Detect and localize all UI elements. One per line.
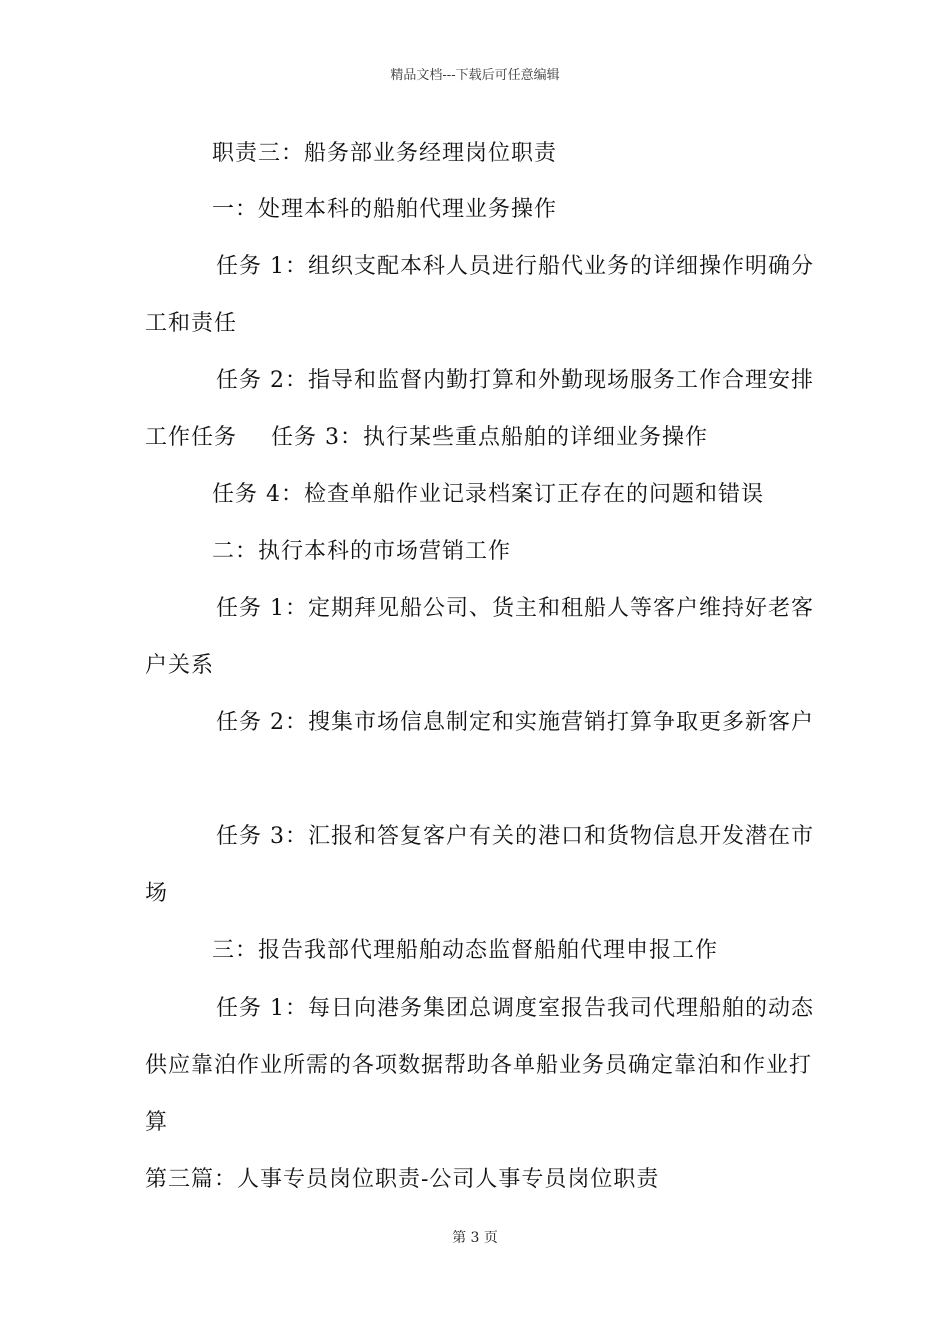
page-number: 第 3 页 [452, 1230, 498, 1246]
paragraph-line-part: 工作任务 [145, 425, 238, 450]
paragraph-line: 工和责任 [145, 311, 238, 336]
paragraph-line: 任务 2：搜集市场信息制定和实施营销打算争取更多新客户 [216, 710, 814, 735]
paragraph-line: 场 [145, 881, 169, 906]
paragraph-line: 三：报告我部代理船舶动态监督船舶代理申报工作 [212, 938, 719, 963]
paragraph-line: 任务 1：组织支配本科人员进行船代业务的详细操作明确分 [216, 254, 814, 279]
paragraph-line: 供应靠泊作业所需的各项数据帮助各单船业务员确定靠泊和作业打 [145, 1053, 813, 1078]
paragraph-line: 任务 4：检查单船作业记录档案订正存在的问题和错误 [212, 482, 764, 507]
paragraph-line-part: 任务 3：执行某些重点船舶的详细业务操作 [271, 425, 709, 450]
paragraph-line: 二：执行本科的市场营销工作 [212, 539, 512, 564]
paragraph-line: 职责三：船务部业务经理岗位职责 [212, 141, 558, 166]
paragraph-line: 户关系 [145, 653, 215, 678]
paragraph-line [145, 424, 708, 452]
paragraph-line: 任务 3：汇报和答复客户有关的港口和货物信息开发潜在市 [216, 824, 814, 849]
paragraph-line: 任务 2：指导和监督内勤打算和外勤现场服务工作合理安排 [216, 368, 814, 393]
section-heading: 第三篇：人事专员岗位职责-公司人事专员岗位职责 [145, 1167, 660, 1192]
page-header: 精品文档---下载后可任意编辑 [390, 68, 560, 83]
paragraph-line: 任务 1：定期拜见船公司、货主和租船人等客户维持好老客 [216, 596, 814, 621]
paragraph-line: 任务 1：每日向港务集团总调度室报告我司代理船舶的动态 [216, 996, 814, 1021]
paragraph-line: 一：处理本科的船舶代理业务操作 [212, 197, 558, 222]
paragraph-line: 算 [145, 1110, 169, 1135]
